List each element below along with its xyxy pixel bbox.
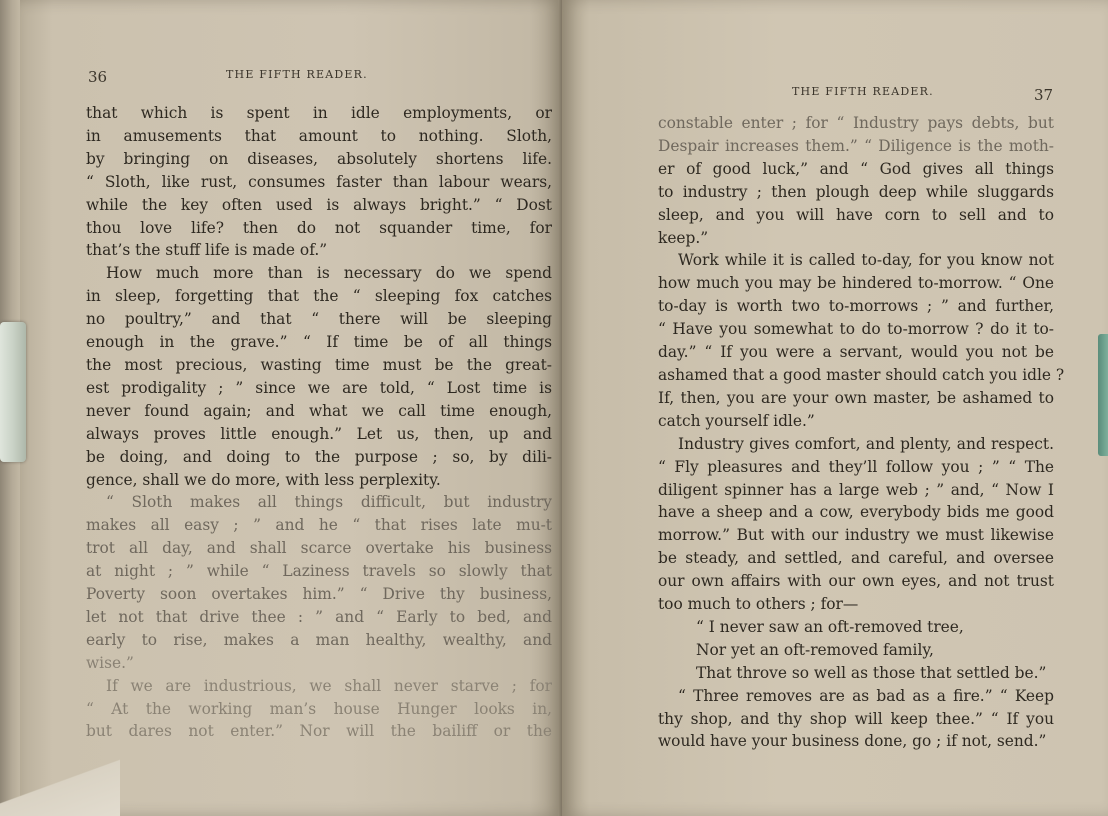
text-line: but dares not enter.” Nor will the bailiff or the	[86, 722, 552, 741]
text-line: day.” “ If you were a servant, would you not be	[658, 343, 1054, 362]
text-line: “ Fly pleasures and they’ll follow you ; ” “ The	[658, 457, 1054, 476]
text-line: “ Three removes are as bad as a fire.” “ Keep	[678, 686, 1054, 705]
text-line: “ Sloth, like rust, consumes faster than labour wears,	[86, 172, 552, 191]
text-line: to industry ; then plough deep while sluggards	[658, 182, 1054, 201]
text-line: If, then, you are your own master, be ashamed to	[658, 388, 1054, 407]
text-line: early to rise, makes a man healthy, wealthy, and	[86, 630, 552, 649]
text-line: have a sheep and a cow, everybody bids me good	[658, 503, 1054, 522]
text-line: no poultry,” and that “ there will be sleeping	[86, 310, 552, 329]
text-line: thou love life? then do not squander time, for	[86, 218, 552, 237]
text-line: to-day is worth two to-morrows ; ” and further,	[658, 297, 1054, 316]
text-line: how much you may be hindered to-morrow. “ One	[658, 274, 1054, 293]
text-line: “ Have you somewhat to do to-morrow ? do it to-	[658, 320, 1054, 339]
text-line: be doing, and doing to the purpose ; so, by dili-	[86, 447, 552, 466]
text-line: our own affairs with our own eyes, and not trust	[658, 572, 1054, 591]
text-line: How much more than is necessary do we spend	[106, 264, 552, 283]
verse-line: Nor yet an oft-removed family,	[696, 640, 934, 659]
text-line: the most precious, wasting time must be the great-	[86, 355, 552, 374]
text-line: too much to others ; for—	[658, 595, 859, 614]
text-line: enough in the grave.” “ If time be of all things	[86, 333, 552, 352]
page-number-left: 36	[88, 68, 108, 86]
text-line: be steady, and settled, and careful, and oversee	[658, 549, 1054, 568]
text-line: thy shop, and thy shop will keep thee.” “ If you	[658, 709, 1054, 728]
text-line: by bringing on diseases, absolutely shortens life.	[86, 149, 552, 168]
text-line: always proves little enough.” Let us, then, up and	[86, 424, 552, 443]
text-line: Despair increases them.” “ Diligence is the moth-	[658, 136, 1054, 155]
text-line: keep.”	[658, 228, 709, 247]
text-line: Work while it is called to-day, for you know not	[678, 251, 1054, 270]
page-clip-right	[1098, 334, 1108, 456]
running-head-left: THE FIFTH READER.	[226, 68, 368, 81]
text-line: Industry gives comfort, and plenty, and respect.	[678, 434, 1054, 453]
text-line: Poverty soon overtakes him.” “ Drive thy business,	[86, 585, 552, 604]
text-line: morrow.” But with our industry we must likewise	[658, 526, 1054, 545]
running-head-right: THE FIFTH READER.	[792, 85, 934, 98]
text-line: ashamed that a good master should catch you idle ?	[658, 365, 1065, 384]
text-line: sleep, and you will have corn to sell and to	[658, 205, 1054, 224]
text-line: constable enter ; for “ Industry pays debts, but	[658, 114, 1054, 132]
text-line: diligent spinner has a large web ; ” and, “ Now I	[658, 480, 1054, 499]
text-line: If we are industrious, we shall never starve ; for	[106, 676, 552, 695]
page-corner-fold	[0, 746, 120, 816]
text-line: gence, shall we do more, with less perplexity.	[86, 470, 441, 489]
text-line: at night ; ” while “ Laziness travels so slowly that	[86, 562, 552, 581]
text-line: est prodigality ; ” since we are told, “ Lost time is	[86, 378, 552, 397]
text-line: makes all easy ; ” and he “ that rises late mu-t	[86, 516, 552, 535]
text-line: trot all day, and shall scarce overtake his business	[86, 539, 552, 558]
text-line: in sleep, forgetting that the “ sleeping fox catches	[86, 287, 552, 306]
text-line: “ Sloth makes all things difficult, but industry	[106, 493, 552, 512]
text-line: catch yourself idle.”	[658, 411, 815, 430]
text-line: would have your business done, go ; if not, send.”	[658, 732, 1047, 751]
text-line: er of good luck,” and “ God gives all things	[658, 159, 1054, 178]
text-line: that which is spent in idle employments, or	[86, 104, 552, 122]
verse-line: That throve so well as those that settled be.”	[696, 663, 1047, 682]
text-line: wise.”	[86, 653, 134, 672]
text-line: “ At the working man’s house Hunger looks in,	[86, 699, 552, 718]
left-page-body	[86, 102, 552, 743]
page-clip-left	[0, 322, 26, 462]
text-line: never found again; and what we call time enough,	[86, 401, 552, 420]
text-line: let not that drive thee : ” and “ Early to bed, and	[86, 607, 552, 626]
right-page	[562, 0, 1108, 816]
right-page-body	[658, 112, 1065, 753]
left-page	[20, 0, 562, 816]
page-number-right: 37	[1034, 86, 1054, 104]
verse-line: “ I never saw an oft-removed tree,	[696, 617, 964, 636]
text-line: in amusements that amount to nothing. Sloth,	[86, 126, 552, 145]
text-line: while the key often used is always bright.” “ Dost	[86, 195, 552, 214]
text-line: that’s the stuff life is made of.”	[86, 241, 328, 260]
